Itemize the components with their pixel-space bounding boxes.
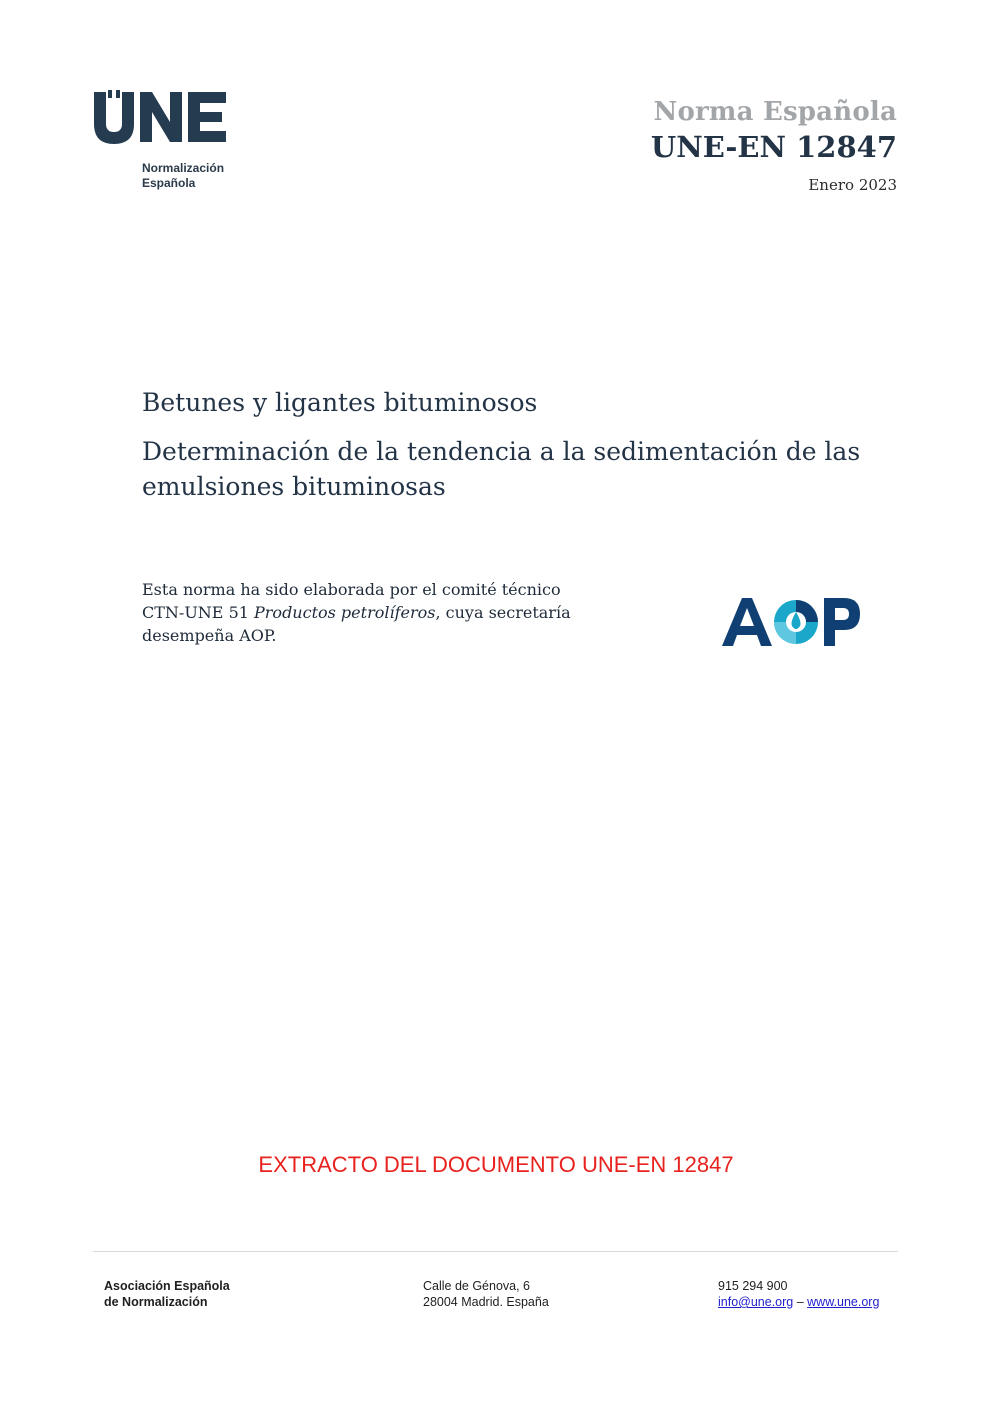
footer-address-line1: Calle de Génova, 6 [423, 1279, 531, 1293]
standard-code: UNE-EN 12847 [650, 130, 897, 164]
footer-address [423, 1278, 549, 1310]
committee-line2 [142, 601, 612, 624]
document-title-block [142, 386, 892, 504]
committee-name: Productos petrolíferos [254, 603, 436, 622]
standard-date: Enero 2023 [808, 176, 897, 194]
aop-logo [718, 592, 866, 652]
standard-label: Norma Española [653, 97, 897, 127]
footer-address-line2: 28004 Madrid. España [423, 1295, 549, 1309]
document-subtitle-line1: Determinación de la tendencia a la sedimentación de las [142, 437, 861, 466]
footer-org-line1: Asociación Española [104, 1279, 230, 1293]
website-link[interactable]: www.une.org [807, 1295, 880, 1309]
une-logo-mark [92, 88, 232, 148]
standard-header [651, 96, 897, 194]
footer-divider [93, 1251, 898, 1252]
committee-line3: desempeña AOP. [142, 626, 277, 645]
footer-organization [104, 1278, 230, 1310]
footer-org-line2: de Normalización [104, 1295, 208, 1309]
committee-code: CTN-UNE 51 [142, 603, 255, 622]
extract-notice: EXTRACTO DEL DOCUMENTO UNE-EN 12847 [258, 1152, 734, 1177]
footer-link-separator: – [793, 1295, 808, 1309]
aop-logo-mark [718, 592, 866, 652]
document-title: Betunes y ligantes bituminosos [142, 388, 538, 417]
footer-phone: 915 294 900 [718, 1279, 788, 1293]
committee-line2-suffix: , cuya secretaría [435, 603, 571, 622]
document-subtitle [142, 434, 892, 504]
une-logo-subtitle [142, 161, 224, 191]
document-subtitle-line2: emulsiones bituminosas [142, 472, 446, 501]
email-link[interactable]: info@une.org [718, 1295, 794, 1309]
une-logo-subtitle-line2: Española [142, 176, 196, 190]
footer-links [718, 1294, 879, 1310]
footer-contact [718, 1278, 879, 1310]
committee-statement [142, 578, 612, 647]
committee-line1: Esta norma ha sido elaborada por el comité técnico [142, 580, 561, 599]
une-logo-subtitle-line1: Normalización [142, 161, 225, 175]
